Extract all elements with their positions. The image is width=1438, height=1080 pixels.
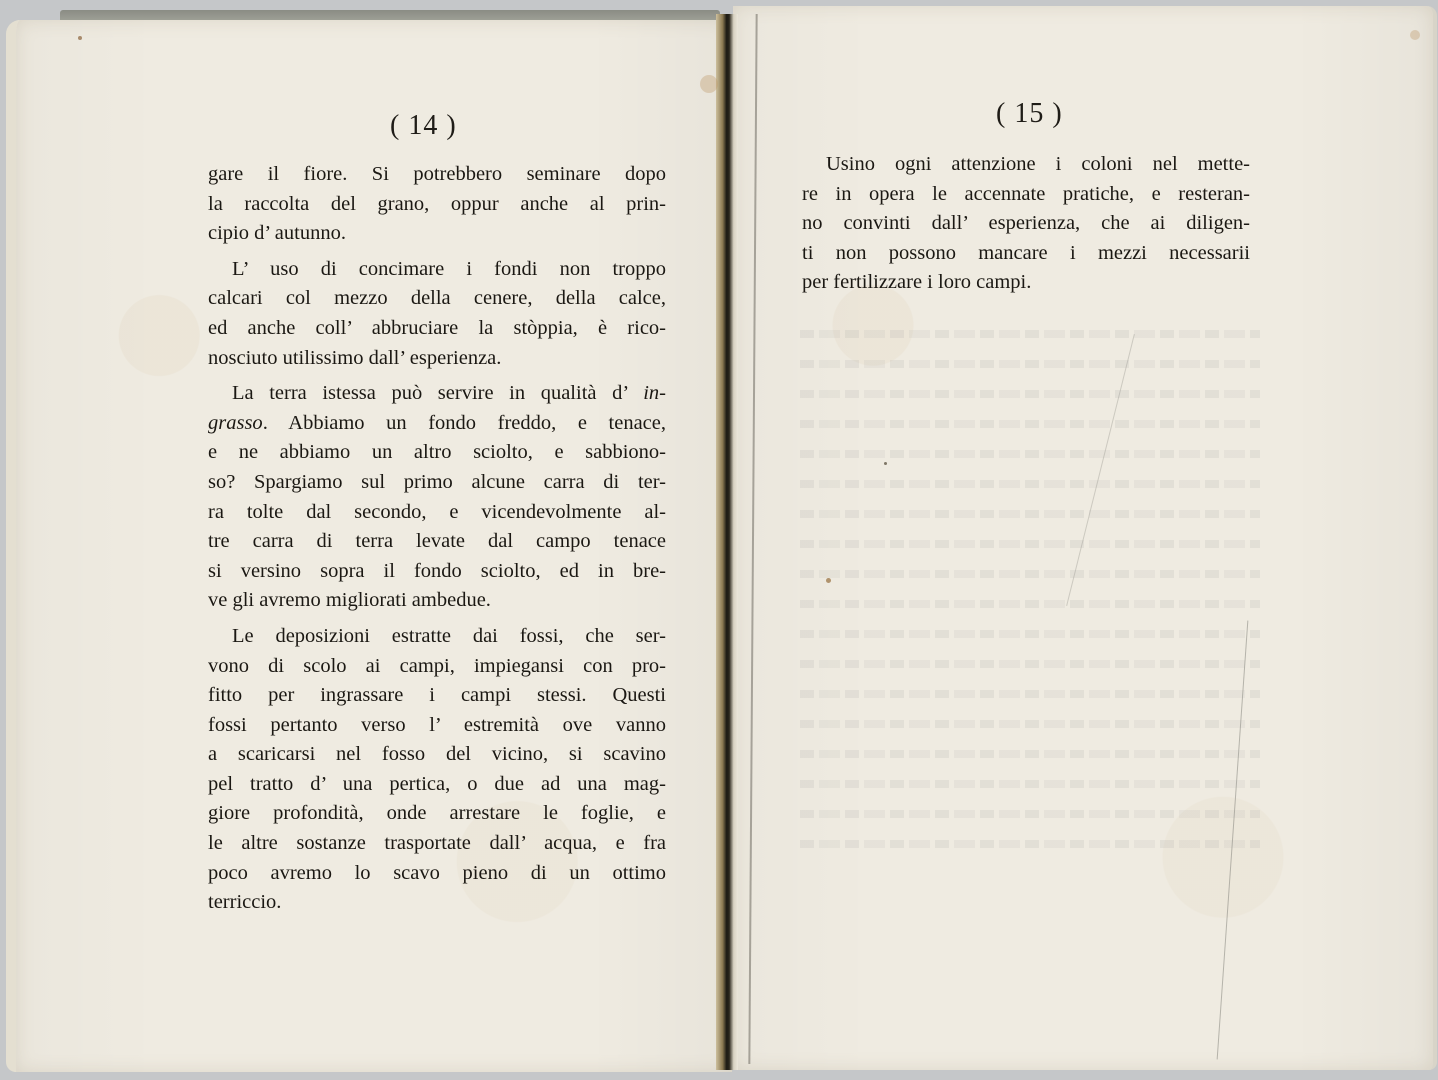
text-line: nosciuto utilissimo dall’ esperienza. [208,346,502,369]
text-line: grasso. Abbiamo un fondo freddo, e tenace, [208,411,666,434]
text-line: calcari col mezzo della cenere, della calce, [208,287,666,310]
text-line: no convinti dall’ esperienza, che ai diligen- [802,212,1250,235]
text-line: re in opera le accennate pratiche, e resteran- [802,182,1250,205]
text-line: cipio d’ autunno. [208,222,346,245]
text-line: so? Spargiamo sul primo alcune carra di ter- [208,470,666,493]
text-line: ti non possono mancare i mezzi necessarii [802,241,1250,264]
paper-stain [700,75,718,93]
text-line: a scaricarsi nel fosso del vicino, si scavino [208,743,666,766]
text-line: fossi pertanto verso l’ estremità ove vanno [208,713,666,736]
text-line: L’ uso di concimare i fondi non troppo [232,257,666,280]
text-line: terriccio. [208,891,282,914]
text-line: poco avremo lo scavo pieno di un ottimo [208,861,666,884]
text-line: ed anche coll’ abbruciare la stòppia, è rico- [208,316,666,339]
text-line: le altre sostanze trasportate dall’ acqua, e fra [208,832,666,855]
text-line: per fertilizzare i loro campi. [802,271,1032,294]
paper-stain [78,36,82,40]
text-line: la raccolta del grano, oppur anche al prin- [208,192,666,215]
text-line: La terra istessa può servire in qualità d’ in- [232,382,666,405]
text-line: ra tolte dal secondo, e vicendevolmente al- [208,500,666,523]
text-line: Usino ogni attenzione i coloni nel mette- [826,153,1250,175]
show-through-text [800,330,1260,870]
text-line: si versino sopra il fondo sciolto, ed in bre- [208,559,666,582]
right-page-text [802,150,1250,298]
text-line: Le deposizioni estratte dai fossi, che ser- [232,624,666,647]
text-line: tre carra di terra levate dal campo tenace [208,530,666,553]
paper-stain [1410,30,1420,40]
text-line: gare il fiore. Si potrebbero seminare dopo [208,163,666,185]
left-page-text [208,160,666,918]
text-line: pel tratto d’ una pertica, o due ad una mag- [208,772,666,795]
text-line: vono di scolo ai campi, impiegansi con pro- [208,654,666,677]
text-line: giore profondità, onde arrestare le foglie, e [208,802,666,825]
book-gutter [716,14,738,1070]
text-line: ve gli avremo migliorati ambedue. [208,589,491,612]
page-number-right: ( 15 ) [996,98,1063,129]
page-number-left: ( 14 ) [390,110,457,141]
text-line: fitto per ingrassare i campi stessi. Questi [208,684,666,707]
text-line: e ne abbiamo un altro sciolto, e sabbiono- [208,441,666,464]
